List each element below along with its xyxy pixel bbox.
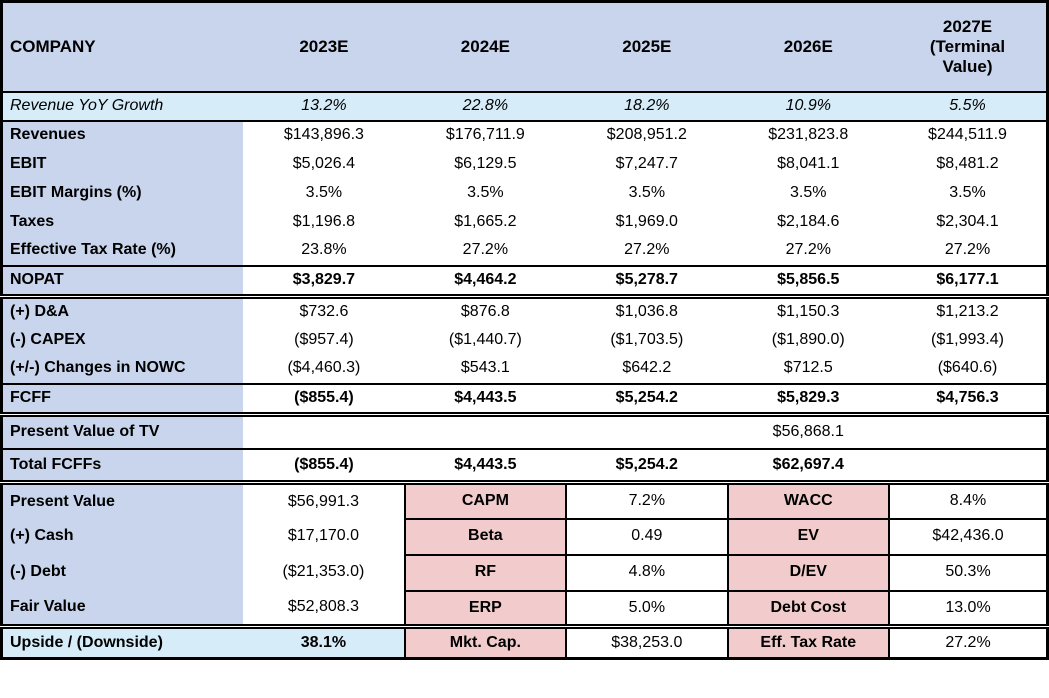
eff-tax-2025e: 27.2% [566, 237, 727, 266]
total-fcff-2026e: $62,697.4 [728, 449, 889, 483]
rf-value: 4.8% [566, 555, 727, 591]
pv-tv-2027e [889, 415, 1048, 449]
eff-tax-rate-label: Eff. Tax Rate [728, 627, 889, 659]
eff-tax-2023e: 23.8% [243, 237, 404, 266]
beta-label: Beta [405, 519, 566, 555]
row-pv-of-tv [2, 415, 1048, 449]
row-revenue-yoy-growth [2, 92, 1048, 121]
row-debt [2, 555, 1048, 591]
debt-amount: ($21,353.0) [243, 555, 404, 591]
pv-tv-2026e: $56,868.1 [728, 415, 889, 449]
row-effective-tax-rate [2, 237, 1048, 266]
ebit-margins-2027e: 3.5% [889, 179, 1048, 208]
header-2027e-terminal [889, 2, 1048, 92]
ev-value: $42,436.0 [889, 519, 1048, 555]
nowc-label: (+/-) Changes in NOWC [2, 355, 244, 384]
da-2024e: $876.8 [405, 297, 566, 326]
erp-value: 5.0% [566, 591, 727, 627]
wacc-value: 8.4% [889, 483, 1048, 519]
pv-tv-2024e [405, 415, 566, 449]
nowc-2026e: $712.5 [728, 355, 889, 384]
pv-tv-2023e [243, 415, 404, 449]
ebit-margins-label: EBIT Margins (%) [2, 179, 244, 208]
upside-label: Upside / (Downside) [2, 627, 244, 659]
header-row [2, 2, 1048, 92]
row-cash [2, 519, 1048, 555]
debt-cost-label: Debt Cost [728, 591, 889, 627]
taxes-label: Taxes [2, 208, 244, 237]
da-label: (+) D&A [2, 297, 244, 326]
header-2027e-label: 2027E (Terminal Value) [929, 17, 1006, 76]
revenues-2023e: $143,896.3 [243, 121, 404, 150]
taxes-2023e: $1,196.8 [243, 208, 404, 237]
capex-2026e: ($1,890.0) [728, 326, 889, 355]
row-da [2, 297, 1048, 326]
growth-2024e: 22.8% [405, 92, 566, 121]
header-2023e: 2023E [243, 2, 404, 92]
header-2025e: 2025E [566, 2, 727, 92]
row-upside-downside [2, 627, 1048, 659]
total-fcff-2027e [889, 449, 1048, 483]
nopat-2024e: $4,464.2 [405, 266, 566, 297]
growth-2027e: 5.5% [889, 92, 1048, 121]
fcff-2026e: $5,829.3 [728, 384, 889, 415]
fcff-2025e: $5,254.2 [566, 384, 727, 415]
rf-label: RF [405, 555, 566, 591]
ebit-2026e: $8,041.1 [728, 150, 889, 179]
revenues-2026e: $231,823.8 [728, 121, 889, 150]
eff-tax-2024e: 27.2% [405, 237, 566, 266]
taxes-2027e: $2,304.1 [889, 208, 1048, 237]
capex-label: (-) CAPEX [2, 326, 244, 355]
row-nowc [2, 355, 1048, 384]
taxes-2024e: $1,665.2 [405, 208, 566, 237]
fcff-2024e: $4,443.5 [405, 384, 566, 415]
da-2026e: $1,150.3 [728, 297, 889, 326]
nopat-2023e: $3,829.7 [243, 266, 404, 297]
capm-label: CAPM [405, 483, 566, 519]
growth-2026e: 10.9% [728, 92, 889, 121]
fcff-2023e: ($855.4) [243, 384, 404, 415]
eff-tax-label: Effective Tax Rate (%) [2, 237, 244, 266]
row-taxes [2, 208, 1048, 237]
ebit-margins-2026e: 3.5% [728, 179, 889, 208]
total-fcff-2023e: ($855.4) [243, 449, 404, 483]
fair-value-amount: $52,808.3 [243, 591, 404, 627]
capm-value: 7.2% [566, 483, 727, 519]
row-ebit-margins [2, 179, 1048, 208]
capex-2023e: ($957.4) [243, 326, 404, 355]
ebit-2027e: $8,481.2 [889, 150, 1048, 179]
cash-label: (+) Cash [2, 519, 244, 555]
eff-tax-2027e: 27.2% [889, 237, 1048, 266]
fcff-2027e: $4,756.3 [889, 384, 1048, 415]
mkt-cap-label: Mkt. Cap. [405, 627, 566, 659]
taxes-2026e: $2,184.6 [728, 208, 889, 237]
erp-label: ERP [405, 591, 566, 627]
growth-label: Revenue YoY Growth [2, 92, 244, 121]
revenues-2025e: $208,951.2 [566, 121, 727, 150]
ebit-margins-2025e: 3.5% [566, 179, 727, 208]
nowc-2024e: $543.1 [405, 355, 566, 384]
header-2026e: 2026E [728, 2, 889, 92]
row-ebit [2, 150, 1048, 179]
row-fair-value [2, 591, 1048, 627]
fair-value-label: Fair Value [2, 591, 244, 627]
eff-tax-rate-value: 27.2% [889, 627, 1048, 659]
ebit-label: EBIT [2, 150, 244, 179]
ebit-margins-2023e: 3.5% [243, 179, 404, 208]
header-company: COMPANY [2, 2, 244, 92]
fcff-label: FCFF [2, 384, 244, 415]
dev-label: D/EV [728, 555, 889, 591]
debt-cost-value: 13.0% [889, 591, 1048, 627]
revenues-2027e: $244,511.9 [889, 121, 1048, 150]
nowc-2023e: ($4,460.3) [243, 355, 404, 384]
row-fcff [2, 384, 1048, 415]
present-value-amount: $56,991.3 [243, 483, 404, 519]
nowc-2027e: ($640.6) [889, 355, 1048, 384]
capex-2025e: ($1,703.5) [566, 326, 727, 355]
debt-label: (-) Debt [2, 555, 244, 591]
ebit-2023e: $5,026.4 [243, 150, 404, 179]
cash-amount: $17,170.0 [243, 519, 404, 555]
nopat-2025e: $5,278.7 [566, 266, 727, 297]
revenues-label: Revenues [2, 121, 244, 150]
ev-label: EV [728, 519, 889, 555]
row-revenues [2, 121, 1048, 150]
pv-tv-label: Present Value of TV [2, 415, 244, 449]
row-nopat [2, 266, 1048, 297]
ebit-2025e: $7,247.7 [566, 150, 727, 179]
wacc-label: WACC [728, 483, 889, 519]
ebit-2024e: $6,129.5 [405, 150, 566, 179]
present-value-label: Present Value [2, 483, 244, 519]
nopat-label: NOPAT [2, 266, 244, 297]
row-present-value [2, 483, 1048, 519]
eff-tax-2026e: 27.2% [728, 237, 889, 266]
dev-value: 50.3% [889, 555, 1048, 591]
beta-value: 0.49 [566, 519, 727, 555]
da-2025e: $1,036.8 [566, 297, 727, 326]
total-fcff-2024e: $4,443.5 [405, 449, 566, 483]
row-capex [2, 326, 1048, 355]
growth-2023e: 13.2% [243, 92, 404, 121]
taxes-2025e: $1,969.0 [566, 208, 727, 237]
row-total-fcffs [2, 449, 1048, 483]
total-fcff-2025e: $5,254.2 [566, 449, 727, 483]
capex-2027e: ($1,993.4) [889, 326, 1048, 355]
mkt-cap-value: $38,253.0 [566, 627, 727, 659]
total-fcff-label: Total FCFFs [2, 449, 244, 483]
revenues-2024e: $176,711.9 [405, 121, 566, 150]
nopat-2027e: $6,177.1 [889, 266, 1048, 297]
growth-2025e: 18.2% [566, 92, 727, 121]
ebit-margins-2024e: 3.5% [405, 179, 566, 208]
upside-value: 38.1% [243, 627, 404, 659]
pv-tv-2025e [566, 415, 727, 449]
nowc-2025e: $642.2 [566, 355, 727, 384]
nopat-2026e: $5,856.5 [728, 266, 889, 297]
capex-2024e: ($1,440.7) [405, 326, 566, 355]
da-2027e: $1,213.2 [889, 297, 1048, 326]
header-2024e: 2024E [405, 2, 566, 92]
da-2023e: $732.6 [243, 297, 404, 326]
